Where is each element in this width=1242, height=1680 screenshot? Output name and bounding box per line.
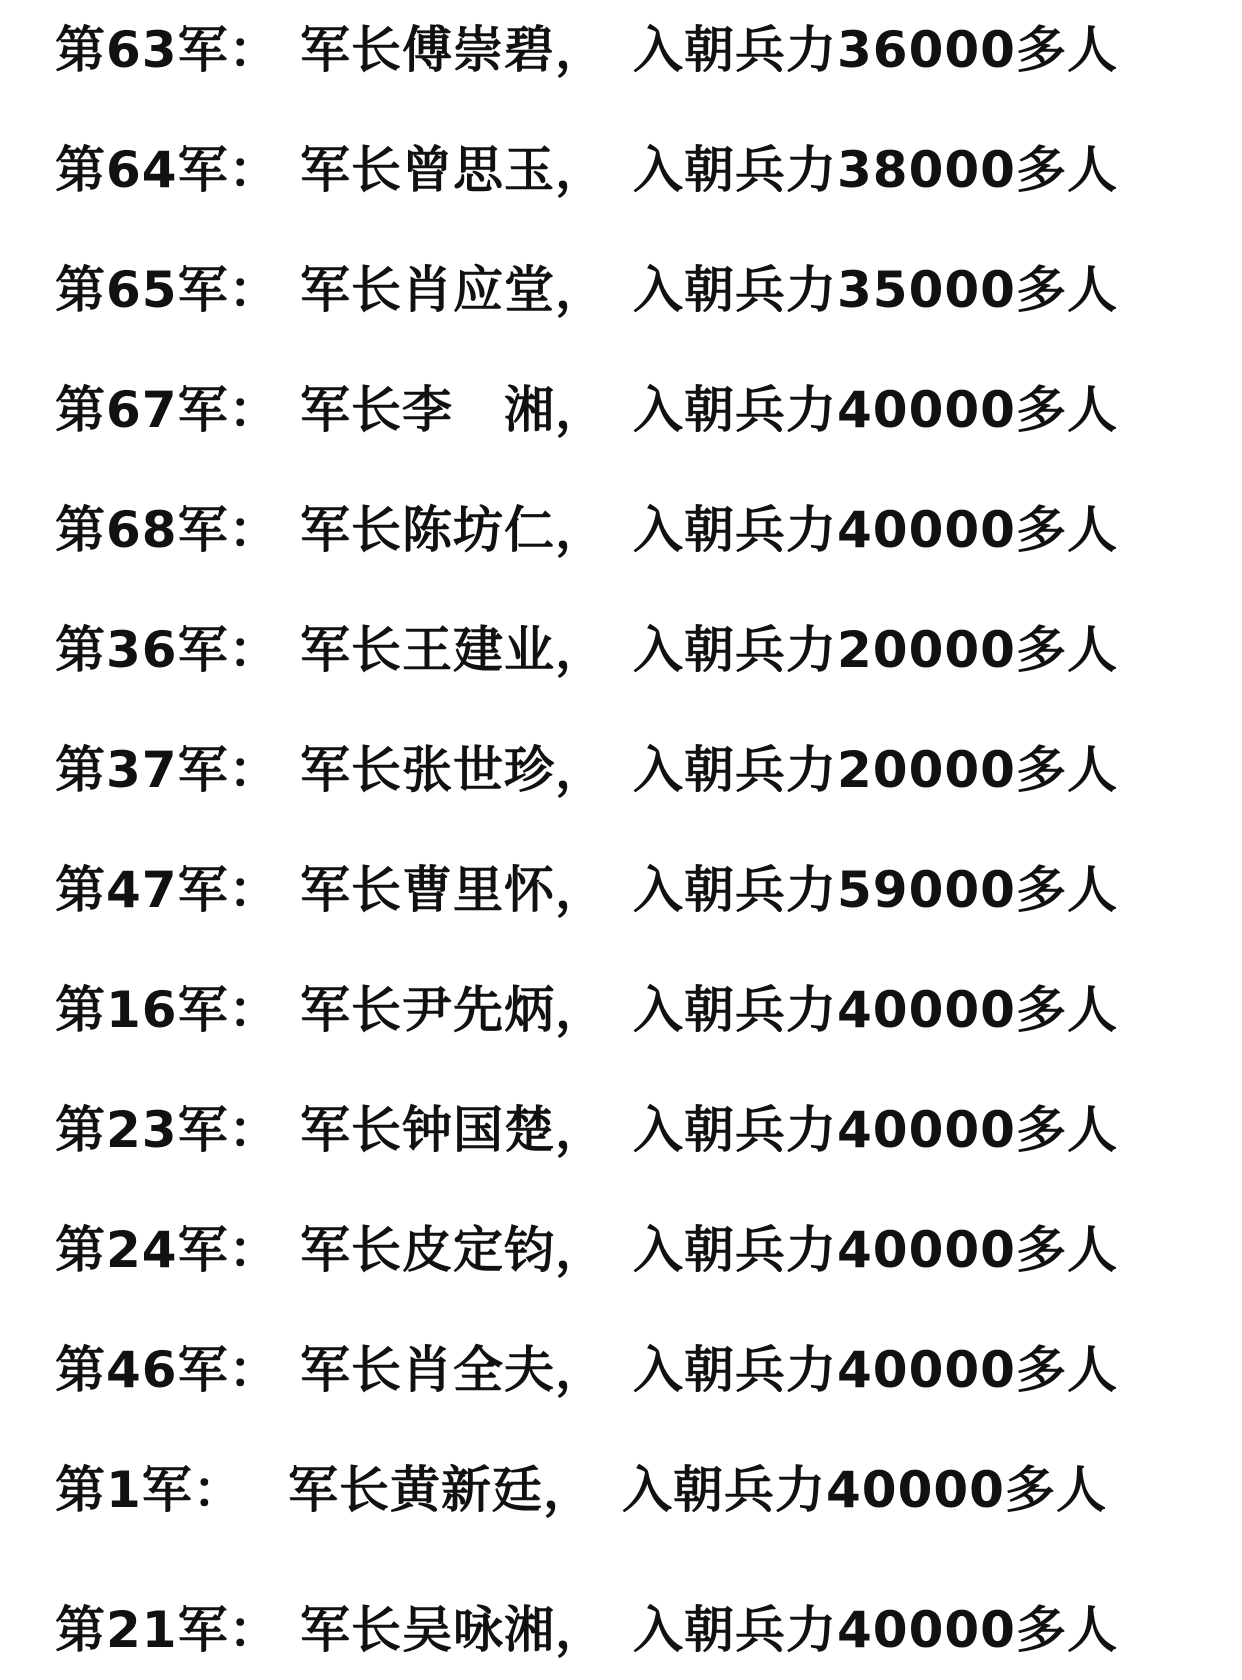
commander-name: 军长陈坊仁， (300, 501, 606, 559)
list-item (0, 1200, 1242, 1300)
list-item (0, 0, 1242, 100)
list-item (0, 480, 1242, 580)
commander-name: 军长尹先炳， (300, 981, 606, 1039)
troop-count: 入朝兵力20000多人 (633, 621, 1118, 679)
list-item (0, 360, 1242, 460)
commander-name: 军长曾思玉， (300, 141, 606, 199)
troop-count: 入朝兵力40000多人 (633, 1601, 1118, 1659)
list-item (0, 720, 1242, 820)
army-name: 第67军： (55, 381, 280, 439)
list-item (0, 840, 1242, 940)
army-name: 第1军： (55, 1461, 244, 1519)
commander-name: 军长王建业， (300, 621, 606, 679)
commander-name: 军长吴咏湘， (300, 1601, 606, 1659)
troop-count: 入朝兵力35000多人 (633, 261, 1118, 319)
commander-name: 军长肖全夫， (300, 1341, 606, 1399)
troop-count: 入朝兵力59000多人 (633, 861, 1118, 919)
army-name: 第46军： (55, 1341, 280, 1399)
army-name: 第21军： (55, 1601, 280, 1659)
list-item (0, 600, 1242, 700)
commander-name: 军长黄新廷， (288, 1461, 594, 1519)
troop-count: 入朝兵力40000多人 (633, 501, 1118, 559)
commander-name: 军长张世珍， (300, 741, 606, 799)
army-name: 第23军： (55, 1101, 280, 1159)
troop-count: 入朝兵力40000多人 (622, 1461, 1107, 1519)
troop-count: 入朝兵力36000多人 (633, 21, 1118, 79)
list-item (0, 120, 1242, 220)
commander-name: 军长肖应堂， (300, 261, 606, 319)
list-item (0, 1320, 1242, 1420)
army-name: 第36军： (55, 621, 280, 679)
army-name: 第16军： (55, 981, 280, 1039)
list-item (0, 1580, 1242, 1680)
troop-count: 入朝兵力40000多人 (633, 381, 1118, 439)
troop-count: 入朝兵力38000多人 (633, 141, 1118, 199)
list-item (0, 240, 1242, 340)
troop-count: 入朝兵力40000多人 (633, 1221, 1118, 1279)
commander-name: 军长傅崇碧， (300, 21, 606, 79)
army-name: 第65军： (55, 261, 280, 319)
commander-name: 军长皮定钧， (300, 1221, 606, 1279)
army-name: 第64军： (55, 141, 280, 199)
list-item (0, 1440, 1242, 1540)
troop-count: 入朝兵力20000多人 (633, 741, 1118, 799)
troop-count: 入朝兵力40000多人 (633, 981, 1118, 1039)
list-item (0, 1080, 1242, 1180)
list-item (0, 960, 1242, 1060)
troop-count: 入朝兵力40000多人 (633, 1341, 1118, 1399)
army-name: 第68军： (55, 501, 280, 559)
commander-name: 军长钟国楚， (300, 1101, 606, 1159)
troop-count: 入朝兵力40000多人 (633, 1101, 1118, 1159)
army-name: 第63军： (55, 21, 280, 79)
army-name: 第37军： (55, 741, 280, 799)
commander-name: 军长李 湘， (300, 381, 606, 439)
army-name: 第47军： (55, 861, 280, 919)
commander-name: 军长曹里怀， (300, 861, 606, 919)
army-name: 第24军： (55, 1221, 280, 1279)
